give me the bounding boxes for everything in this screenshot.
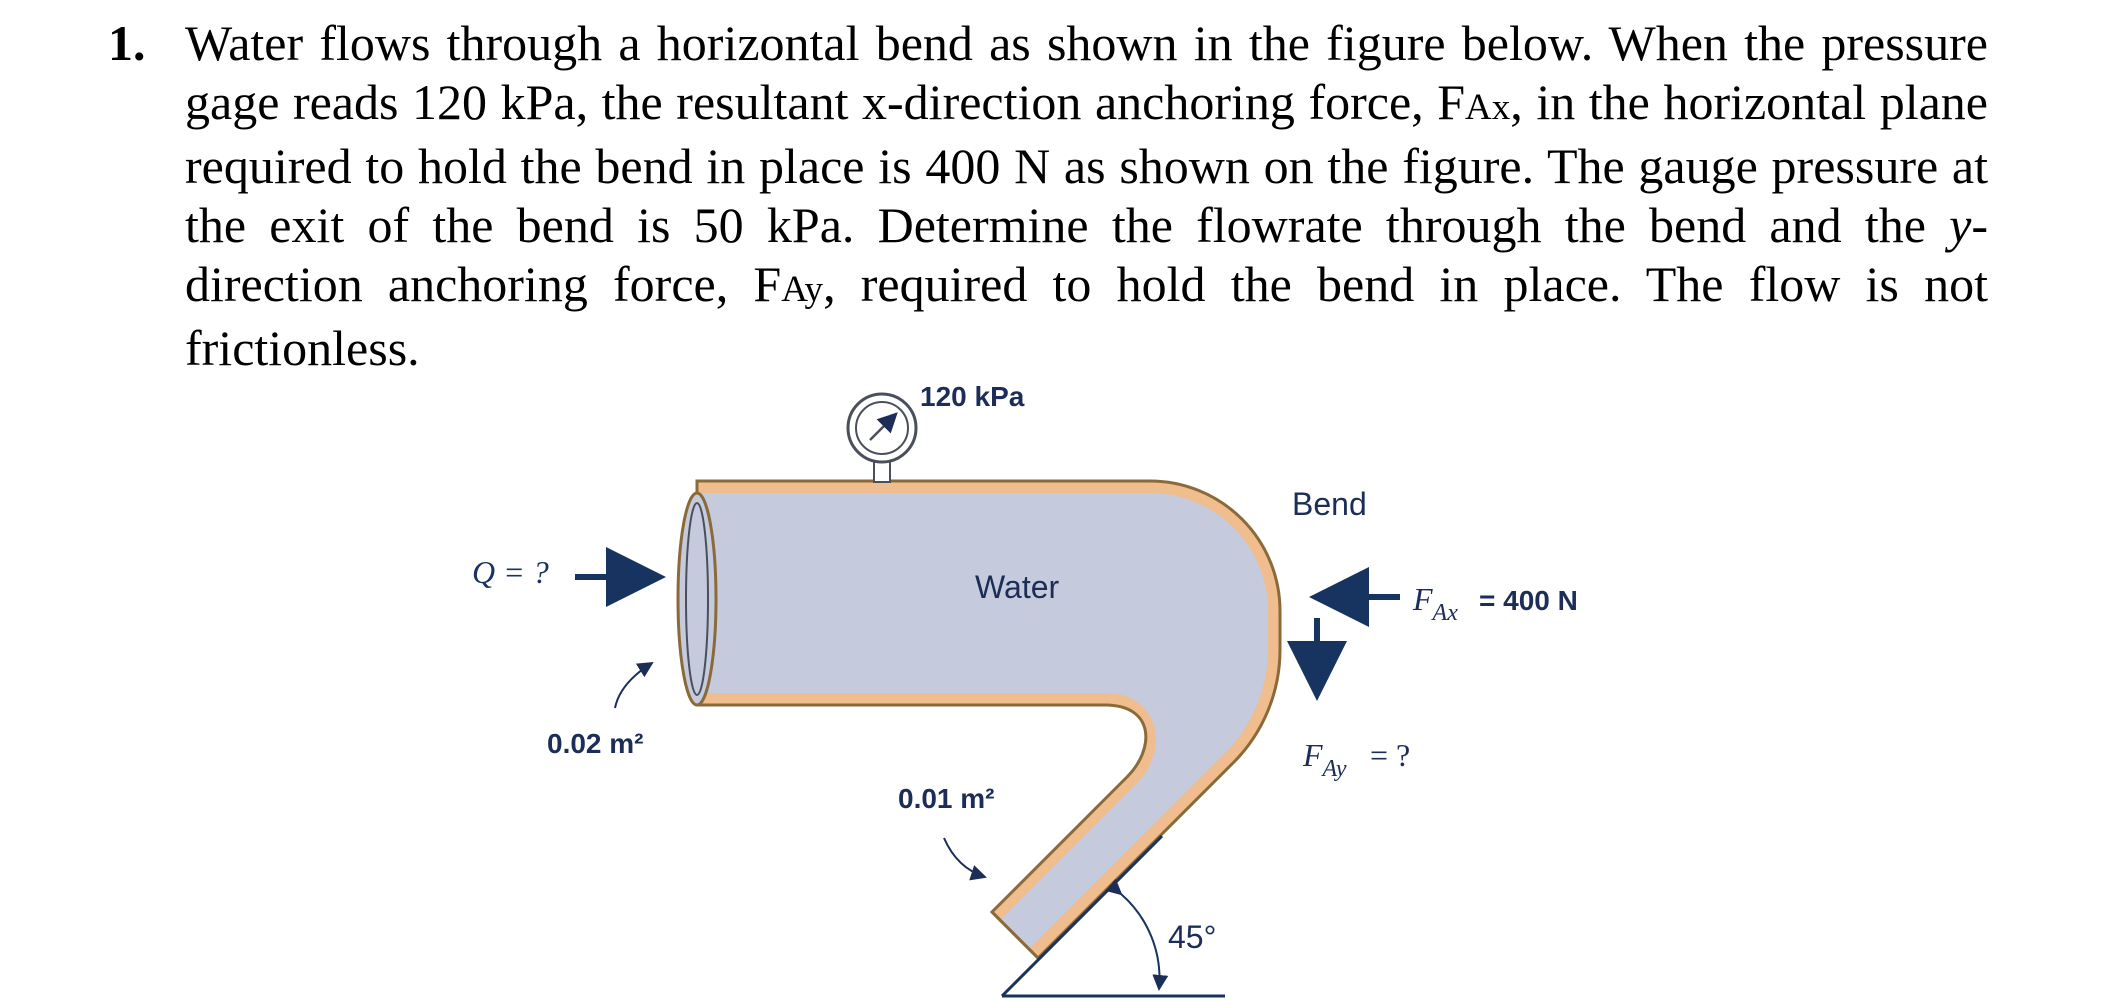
bend-diagram [0,360,2119,1000]
fay-sub: Ay [1322,756,1347,782]
fay-symbol: F [1303,737,1323,773]
y-italic-text: y [1949,197,1972,253]
outlet-area-pointer [944,838,985,877]
pressure-gauge-icon [848,394,916,482]
problem-text-part-2: , in the horizontal plane required to hold the bend in place is 400 N as shown on the figure. The gauge pressure at the exit of the bend is 50 kPa. Determine the flowrate through the bend and the [185,74,1988,253]
inlet-area-pointer [615,663,652,708]
fax-label [1412,581,1458,626]
gauge-label: 120 kPa [920,381,1025,412]
flowrate-label: Q = ? [472,554,549,590]
angle-arc [1121,894,1159,989]
fay-subscript-text: Ay [781,269,824,310]
fax-subscript-text: Ax [1465,87,1511,128]
inlet-opening-inner [686,503,708,695]
fay-value: = ? [1370,737,1411,773]
problem-text-part-4: , required to hold the bend in place. The flow is not frictionless. [185,256,1988,376]
problem-text [185,14,1988,378]
problem-number: 1. [108,15,146,71]
fax-value: = 400 N [1479,585,1578,616]
problem-text-part-1: Water flows through a horizontal bend as shown in the figure below. When the pressure gage reads 120 kPa, the resultant x-direction anchoring force, F [185,15,1988,130]
fay-label [1302,737,1347,782]
bend-label: Bend [1292,486,1367,522]
water-label: Water [975,569,1060,605]
fax-sub: Ax [1432,600,1458,626]
bend-figure [0,360,2119,1000]
water-fill [697,493,1268,948]
outlet-area-label: 0.01 m² [898,783,995,814]
fax-symbol: F [1413,581,1433,617]
inlet-area-label: 0.02 m² [547,728,644,759]
problem-statement [108,14,1988,378]
angle-label: 45° [1168,919,1217,955]
problem-text-part-3: -direction anchoring force, F [185,197,1988,312]
